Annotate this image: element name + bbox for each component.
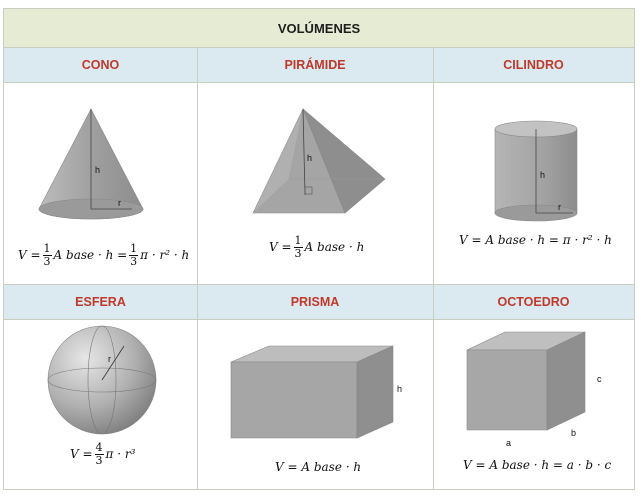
formula-esfera (70, 442, 135, 466)
prism-h-label: h (397, 384, 403, 394)
prism-front-face (231, 362, 357, 438)
cell-prisma (197, 320, 433, 489)
formula-lhs: V = (18, 248, 41, 263)
header-esfera: ESFERA (75, 295, 126, 309)
cell-octoedro (433, 320, 634, 489)
cell-cono (4, 83, 197, 284)
cuboid-figure (433, 320, 634, 450)
cone-r-label: r (118, 198, 121, 208)
formula-cilindro: V = A base · h = π · r² · h (459, 233, 612, 247)
header-piramide: PIRÁMIDE (284, 58, 346, 72)
header-cilindro: CILINDRO (503, 58, 564, 72)
cell-piramide (197, 83, 433, 284)
cuboid-c-label: c (597, 374, 602, 384)
header-prisma: PRISMA (290, 295, 340, 309)
cone-figure (4, 83, 197, 243)
header-cono: CONO (81, 58, 120, 72)
cylinder-h-label: h (540, 170, 546, 180)
pyramid-figure (197, 83, 433, 233)
cone-h-label: h (95, 165, 101, 175)
formula-rhs: π · r³ (105, 447, 136, 462)
header-row-1 (4, 47, 634, 83)
cell-cilindro (433, 83, 634, 284)
formula-piramide (269, 235, 364, 259)
header-octoedro: OCTOEDRO (497, 295, 570, 309)
sphere-figure (4, 320, 197, 445)
formula-lhs: V = (70, 447, 93, 462)
prism-side-face (357, 346, 393, 438)
formula-rhs: A base · h (304, 240, 365, 255)
formula-octoedro: V = A base · h = a · b · c (463, 458, 612, 472)
fraction: $\frac{1}{3}$ (43, 242, 51, 268)
cuboid-a-label: a (506, 438, 512, 448)
formula-lhs: V = (269, 240, 292, 255)
table-title: VOLÚMENES (4, 9, 634, 48)
prism-figure (197, 320, 433, 450)
formula-mid: A base · h = (53, 248, 128, 263)
header-row-2 (4, 284, 634, 320)
cuboid-front-face (467, 350, 547, 430)
formula-prisma: V = A base · h (275, 460, 362, 474)
cylinder-r-label: r (558, 202, 561, 212)
fraction: $\frac{1}{3}$ (294, 234, 302, 260)
fraction: $\frac{4}{3}$ (95, 441, 103, 467)
pyramid-h-label: h (307, 153, 313, 163)
cuboid-b-label: b (571, 428, 577, 438)
formula-rhs: π · r² · h (140, 248, 190, 263)
formula-cono (18, 243, 189, 267)
volumes-table (3, 8, 635, 490)
fraction: $\frac{1}{3}$ (130, 242, 138, 268)
cylinder-figure (433, 83, 634, 233)
cell-esfera (4, 320, 197, 489)
sphere-r-label: r (108, 354, 111, 364)
